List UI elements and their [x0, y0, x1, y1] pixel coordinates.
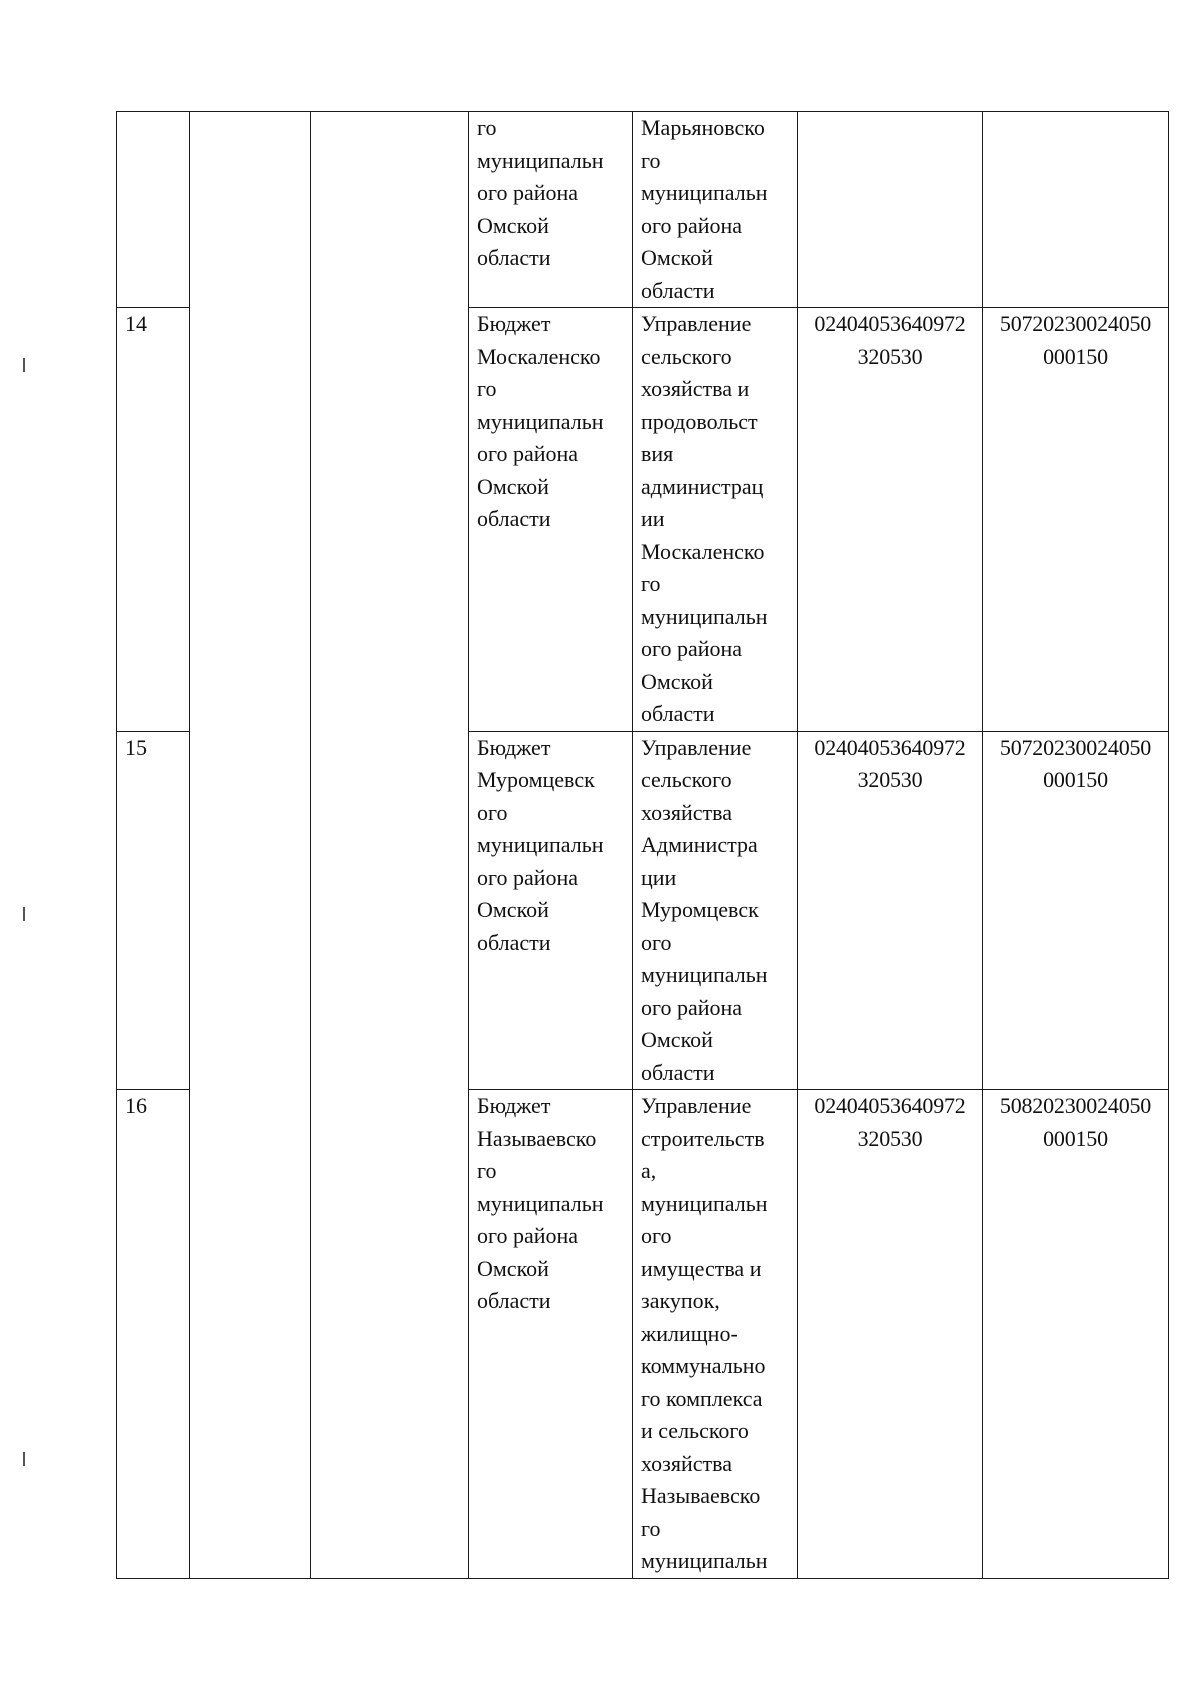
administrator-cell-line: Управление	[641, 311, 752, 336]
administrator-cell-line: сельского	[641, 767, 732, 792]
code-cell-primary	[798, 731, 983, 1090]
row-number: 14	[117, 308, 190, 732]
budget-cell-line: Омской	[477, 473, 549, 499]
budget-cell	[469, 1090, 633, 1579]
administrator-cell-line: Муромцевск	[641, 897, 759, 922]
code-cell-secondary	[983, 308, 1169, 732]
table-body	[117, 112, 1169, 1579]
budget-cell-line: муниципальн	[477, 832, 604, 857]
budget-cell-line: муниципальн	[477, 408, 604, 434]
administrator-cell-line: го	[641, 147, 661, 173]
administrator-cell-line: Омской	[641, 1027, 713, 1052]
budget-cell-line: области	[477, 506, 551, 531]
budget-cell-line: го	[477, 115, 497, 140]
administrator-cell-line: строительств	[641, 1125, 765, 1151]
budget-cell-line: области	[477, 1288, 551, 1313]
budget-cell-line: Бюджет	[477, 1093, 551, 1118]
budget-cell-line: Омской	[477, 1255, 549, 1281]
budget-cell-line: муниципальн	[477, 147, 604, 173]
administrator-cell-line: ого	[641, 1223, 672, 1248]
administrator-cell-line: го	[641, 571, 661, 596]
merged-empty-cell	[190, 112, 311, 1579]
administrator-cell-line: закупок,	[641, 1288, 720, 1313]
administrator-cell	[633, 1090, 798, 1579]
administrator-cell-line: ого района	[641, 994, 743, 1020]
administrator-cell-line: муниципальн	[641, 962, 768, 987]
administrator-cell-line: Москаленско	[641, 538, 765, 564]
code-cell-primary-line: 320530	[857, 1125, 923, 1151]
code-cell-primary-line: 02404053640972	[814, 1093, 966, 1118]
administrator-cell-line: сельского	[641, 343, 732, 369]
administrator-cell-line: ции	[641, 864, 677, 890]
budget-cell-line: ого района	[477, 1223, 579, 1248]
row-number: 15	[117, 731, 190, 1090]
scan-artifact	[23, 1452, 25, 1466]
code-cell-secondary	[983, 731, 1169, 1090]
code-cell-secondary-line: 000150	[1043, 1125, 1108, 1151]
administrator-cell-line: го	[641, 1515, 661, 1541]
administrator-cell-line: го комплекса	[641, 1385, 763, 1411]
code-cell-secondary-line: 000150	[1043, 767, 1108, 792]
code-cell-primary-line: 02404053640972	[814, 311, 966, 336]
budget-cell-line: ого	[477, 799, 508, 825]
budget-table	[116, 111, 1169, 1579]
administrator-cell-line: а,	[641, 1158, 657, 1183]
row-number	[117, 112, 190, 308]
administrator-cell-line: Администра	[641, 832, 758, 857]
budget-cell-line: Муромцевск	[477, 767, 595, 792]
scan-artifact	[23, 358, 25, 372]
row-number: 16	[117, 1090, 190, 1579]
administrator-cell-line: имущества и	[641, 1255, 762, 1281]
administrator-cell-line: ого района	[641, 212, 743, 238]
code-cell-secondary-line: 50720230024050	[999, 311, 1152, 336]
administrator-cell-line: коммунально	[641, 1353, 766, 1378]
code-cell-secondary	[983, 1090, 1169, 1579]
code-cell-primary	[798, 1090, 983, 1579]
budget-cell-line: муниципальн	[477, 1190, 604, 1216]
administrator-cell-line: Омской	[641, 245, 713, 270]
code-cell-primary-line: 02404053640972	[814, 734, 966, 760]
administrator-cell-line: ии	[641, 506, 665, 531]
administrator-cell-line: муниципальн	[641, 603, 768, 629]
administrator-cell	[633, 731, 798, 1090]
administrator-cell-line: области	[641, 277, 715, 303]
administrator-cell-line: продовольст	[641, 408, 758, 434]
administrator-cell-line: и сельского	[641, 1418, 749, 1443]
budget-cell	[469, 731, 633, 1090]
administrator-cell-line: жилищно-	[641, 1320, 738, 1346]
administrator-cell-line: хозяйства и	[641, 376, 750, 401]
administrator-cell-line: области	[641, 701, 715, 726]
code-cell-primary	[798, 112, 983, 308]
administrator-cell-line: Омской	[641, 668, 713, 694]
code-cell-secondary-line: 50820230024050	[999, 1093, 1152, 1118]
budget-cell-line: Москаленско	[477, 343, 601, 369]
administrator-cell-line: администрац	[641, 473, 764, 499]
budget-cell-line: Бюджет	[477, 311, 551, 336]
administrator-cell-line: области	[641, 1059, 715, 1085]
code-cell-primary-line: 320530	[857, 767, 923, 792]
budget-cell-line: области	[477, 929, 551, 955]
budget-cell-line: ого района	[477, 864, 579, 890]
budget-cell-line: Бюджет	[477, 734, 551, 760]
budget-cell-line: ого района	[477, 180, 579, 205]
administrator-cell-line: муниципальн	[641, 1190, 768, 1216]
budget-cell-line: го	[477, 376, 497, 401]
administrator-cell-line: Управление	[641, 734, 752, 760]
administrator-cell-line: Называевско	[641, 1483, 761, 1508]
budget-cell-line: го	[477, 1158, 497, 1183]
code-cell-primary	[798, 308, 983, 732]
budget-cell-line: области	[477, 245, 551, 270]
administrator-cell-line: Марьяновско	[641, 115, 765, 140]
code-cell-secondary-line: 50720230024050	[999, 734, 1152, 760]
merged-empty-cell	[311, 112, 469, 1579]
code-cell-secondary	[983, 112, 1169, 308]
administrator-cell-line: ого	[641, 929, 672, 955]
administrator-cell-line: ого района	[641, 636, 743, 661]
budget-cell-line: Называевско	[477, 1125, 597, 1151]
administrator-cell-line: муниципальн	[641, 180, 768, 205]
budget-cell	[469, 112, 633, 308]
budget-cell-line: Омской	[477, 897, 549, 922]
code-cell-secondary-line: 000150	[1043, 343, 1108, 369]
administrator-cell-line: муниципальн	[641, 1548, 768, 1573]
code-cell-primary-line: 320530	[857, 343, 923, 369]
administrator-cell-line: хозяйства	[641, 799, 732, 825]
budget-cell-line: ого района	[477, 441, 579, 466]
administrator-cell-line: вия	[641, 441, 674, 466]
administrator-cell-line: Управление	[641, 1093, 752, 1118]
table-row	[117, 112, 1169, 308]
administrator-cell	[633, 112, 798, 308]
budget-cell-line: Омской	[477, 212, 549, 238]
administrator-cell-line: хозяйства	[641, 1450, 732, 1476]
budget-cell	[469, 308, 633, 732]
administrator-cell	[633, 308, 798, 732]
scan-artifact	[23, 907, 25, 921]
